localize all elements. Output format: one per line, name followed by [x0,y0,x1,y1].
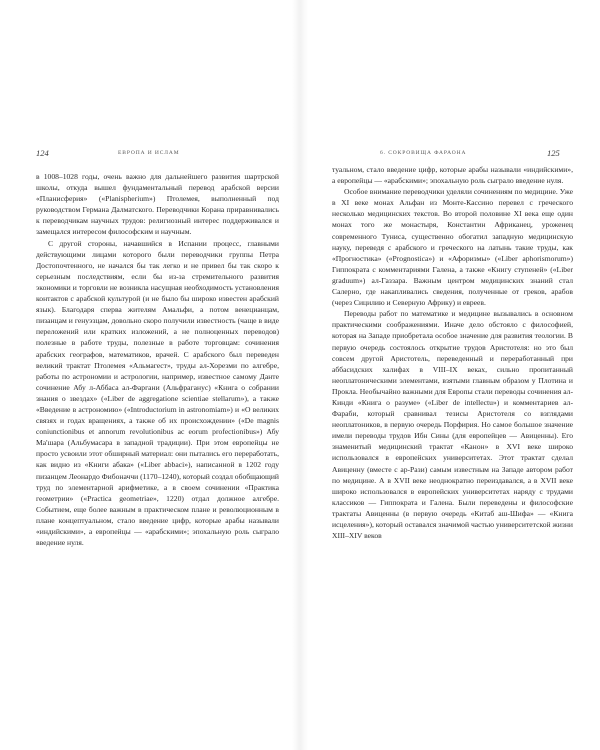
paragraph: в 1008–1028 годы, очень важно для дальнейшего развития шартрской школы, откуда вышел фундаментальный перевод арабской версии «Планисферия» («Planispherium») Птолемея, выполненный под руководством Германа Далматского. Переводчики Корана приравнивались к переводчикам научных трудов: религиозный интерес поддерживался и замещался интересом философским и научным. [36,172,279,237]
paragraph: туальном, стало введение цифр, которые арабы называли «индийскими», а европейцы — «арабскими»; эпохальную роль сыграло введение нуля. [332,165,573,186]
paragraph: Переводы работ по математике и медицине вызывались в основном практическими соображениями. Иначе дело обстояло с философией, которая на Западе приобретала особое значение для развития теологии. В первую очередь состоялось открытие трудов Аристотеля: но это был совсем другой Аристотель, переведенный и переработанный при аббасидских халифах в VIII–IX веках, сильно пропитанный неоплатоническими элементами, взятыми главным образом у Плотина и Прокла. Необычайно важными для Европы стали переводы сочинения ал-Кинди «Книга о разуме» («Liber de intellectu») и комментариев ал-Фараби, который сравнивал тезисы Аристотеля со взглядами неоплатоников, в первую очередь Порфирия. Но самое большое значение имели переводы трудов Ибн Сины (для европейцев — Авиценны). Его знаменитый медицинский трактат «Канон» в XVI веке широко использовался в европейских университетах. Этот трактат сделал Авиценну (вместе с ар-Рази) самым известным на Западе автором работ по медицине. А в XVII веке неоднократно переиздавался, а в XVII веке широко использовался в европейских университетах наряду с трудами классиков — Гиппократа и Галена. Были переведены и философские трактаты Авиценны (в первую очередь «Китаб аш-Шифа» — «Книга исцеления»), который оставался значимой частью университетской жизни XIII–XIV веков [332,309,573,541]
running-head: ЕВРОПА И ИСЛАМ [118,150,180,156]
page-number: 124 [36,148,49,158]
left-text-column [36,171,279,737]
right-page [300,0,600,750]
paragraph: С другой стороны, начавшийся в Испании процесс, главными действующими лицами которого были переводчики группы Петра Достопочтенного, не начался бы так легко и не привел бы так скоро к серьезным последствиям, если бы из-за стремительного развития экономики и торговли не возникла насущная необходимость установления контактов с арабской культурой (и не было бы широко известен арабский язык). Благодаря сперва жителям Амальфи, а потом венецианцам, пизанцам и генуэзцам, довольно скоро получили известность (чаще в виде переложений или кратких изложений, а не полноценных переводов) полезные в работе труды, полезные в работе торговцам: сочинения арабских географов, математиков, врачей. С арабского был переведен великий трактат Птолемея «Альмагест», труды ал-Хорезми по алгебре, работы по астрономии и астрологии, например, известное самому Данте сочинение Абу л-Аббаса ал-Фаргани (Альфраганус) «Книга о собрании знания о звездах» («Liber de aggregatione scientiae stellarum»), а также «Введение в астрономию» («Introductorium in astronomiam») и «О великих связях и годах вращениях, а также об их происхождении» («De magnis coniunctionibus et annorum revolutionibus ac eorum profectionibus») Абу Ма'шара (Альбумасара в западной традиции). При этом европейцы не просто усвоили этот обширный материал: они пытались его переработать, как видно из «Книги абака» («Liber abbaci»), написанной в 1202 году пизанцем Леонардо Фибоначчи (1170–1240), который создал обобщающий труд по элементарной арифметике, а в своем сочинении «Практика геометрии» («Practica geometriae», 1220) отдал должное алгебре. Событием, еще более важным в практическом плане и революционным в плане концептуальном, стало введение цифр, которые арабы называли «индийскими», а европейцы — «арабскими»; эпохальную роль сыграло введение нуля. [36,238,279,548]
paragraph: Особое внимание переводчики уделяли сочинениям по медицине. Уже в XI веке монах Альфан из Монте-Кассино перевел с греческого несколько медицинских текстов. Во второй половине XI века еще один монах того же монастыря, Константин Африканец, уроженец современного Туниса, существенно обогатил западную медицинскую науку, переведя с арабского и греческого на латынь такие труды, как «Прогностика» («Prognostica») и «Афоризмы» («Liber aphorismorum») Гиппократа с комментариями Галена, а также «Книгу ступеней» («Liber graduum») ал-Газзара. Важным центром медицинских знаний стал Салерно, где накапливались сведения, полученные от греков, арабов (через Сицилию и Северную Африку) и евреев. [332,187,573,308]
page-number: 125 [547,148,560,158]
right-text-column [332,164,573,737]
running-head: 6. СОКРОВИЩА ФАРАОНА [380,150,467,156]
